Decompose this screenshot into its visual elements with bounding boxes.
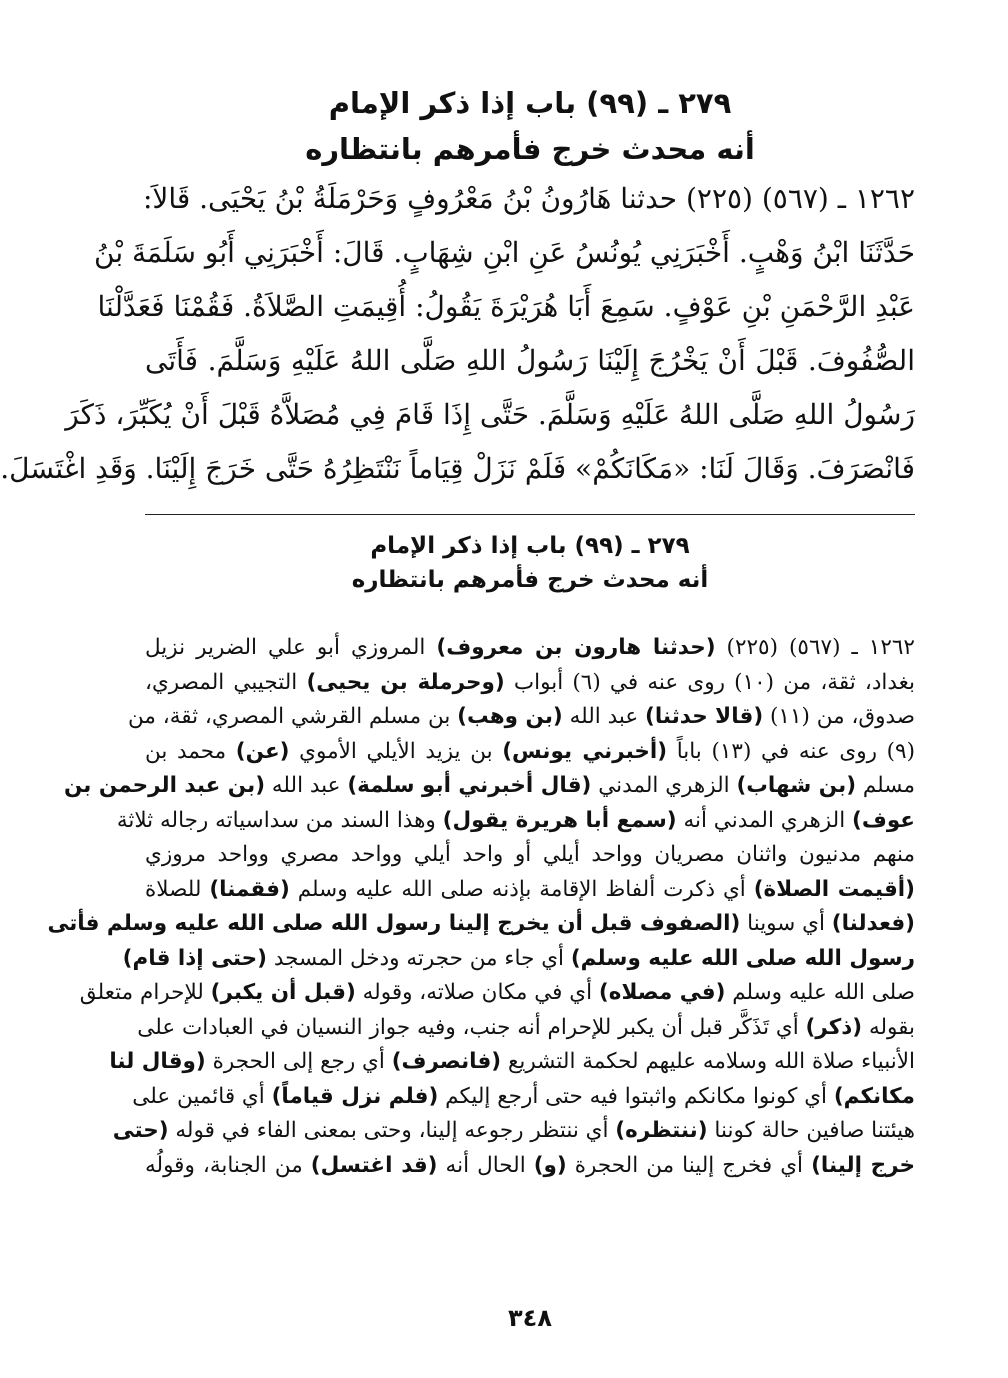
chapter-heading-line1: ٢٧٩ ـ (٩٩) باب إذا ذكر الإمام bbox=[328, 86, 732, 120]
commentary-phrase: أي كونوا مكانكم واثبتوا فيه حتى أرجع إليكم bbox=[438, 1083, 834, 1109]
commentary-phrase: منهم مدنيون واثنان مصريان وواحد أيلي أو واحد أيلي وواحد مصري وواحد مروزي bbox=[145, 842, 915, 867]
hadith-line: الصُّفُوفَ. قَبْلَ أَنْ يَخْرُجَ إِلَيْنَا رَسُولُ اللهِ صَلَّى اللهُ عَلَيْهِ وَسَلَّمَ. فَأَتَى bbox=[145, 344, 915, 377]
commentary-line bbox=[128, 700, 915, 735]
quoted-hadith-phrase: (حتى إذا قام) bbox=[122, 945, 267, 971]
quoted-hadith-phrase: (قال أخبرني أبو سلمة) bbox=[347, 773, 592, 798]
commentary-line bbox=[122, 942, 915, 977]
quoted-hadith-phrase: (وحرملة بن يحيى) bbox=[306, 669, 505, 695]
chapter-heading bbox=[145, 80, 915, 172]
commentary-phrase: محمد بن bbox=[145, 738, 236, 764]
quoted-hadith-phrase: (أقيمت الصلاة) bbox=[753, 876, 915, 902]
quoted-hadith-phrase: (حتى bbox=[112, 1118, 169, 1143]
quoted-hadith-phrase: (فانصرف) bbox=[391, 1049, 502, 1074]
commentary-line bbox=[145, 631, 915, 666]
quoted-hadith-phrase: (ننتظره) bbox=[615, 1118, 708, 1143]
commentary-phrase: أي ذكرت ألفاظ الإقامة بإذنه صلى الله عليه وسلم bbox=[289, 876, 754, 902]
commentary-phrase: صلى الله عليه وسلم bbox=[725, 980, 915, 1005]
hadith-line: ١٢٦٢ ـ (٥٦٧) (٢٢٥) حدثنا هَارُونُ بْنُ مَعْرُوفٍ وَحَرْمَلَةُ بْنُ يَحْيَى. قَالاَ: bbox=[142, 182, 915, 215]
commentary-phrase: صدوق، من (١١) bbox=[763, 704, 915, 729]
commentary-phrase: بن مسلم القرشي المصري، ثقة، من bbox=[128, 704, 458, 729]
quoted-hadith-phrase: (فقمنا) bbox=[209, 876, 290, 902]
commentary-line bbox=[145, 666, 915, 701]
commentary-phrase: بغداد، ثقة، من (١٠) روى عنه في (٦) أبواب bbox=[504, 669, 916, 695]
quoted-hadith-phrase: (قد اغتسل) bbox=[310, 1152, 438, 1178]
commentary-line bbox=[132, 1080, 915, 1115]
commentary-phrase: المروزي أبو علي الضرير نزيل bbox=[145, 635, 437, 660]
page-number: ٣٤٨ bbox=[508, 1304, 552, 1332]
hadith-line: فَانْصَرَفَ. وَقَالَ لَنَا: «مَكَانَكُمْ» فَلَمْ نَزَلْ قِيَاماً نَنْتَظِرُهُ حَتَّى خَرَجَ إِلَيْنَا. وَقَدِ اغْتَسَلَ. bbox=[0, 452, 915, 485]
commentary-phrase: ١٢٦٢ ـ (٥٦٧) (٢٢٥) bbox=[715, 635, 915, 660]
commentary-heading-line1: ٢٧٩ ـ (٩٩) باب إذا ذكر الإمام bbox=[370, 533, 690, 559]
commentary-phrase: أي جاء من حجرته ودخل المسجد bbox=[266, 945, 571, 971]
commentary-phrase: بقوله bbox=[862, 1014, 915, 1040]
commentary-phrase: مسلم bbox=[856, 773, 915, 798]
commentary-phrase: بن يزيد الأيلي الأموي bbox=[289, 738, 503, 764]
commentary-phrase: التجيبي المصري، bbox=[145, 669, 307, 695]
commentary-line bbox=[145, 838, 915, 873]
quoted-hadith-phrase: (فعدلنا) bbox=[831, 911, 915, 936]
commentary-line bbox=[145, 735, 915, 770]
quoted-hadith-phrase: (سمع أبا هريرة يقول) bbox=[442, 807, 677, 833]
quoted-hadith-phrase: (بن وهب) bbox=[457, 704, 563, 729]
book-page bbox=[0, 80, 916, 1350]
commentary-phrase: أي رجع إلى الحجرة bbox=[205, 1049, 392, 1074]
quoted-hadith-phrase: (وقال لنا bbox=[109, 1049, 206, 1074]
commentary-phrase: أي ننتظر رجوعه إلينا، وحتى بمعنى الفاء في قوله bbox=[168, 1118, 616, 1143]
quoted-hadith-phrase: خرج إلينا) bbox=[811, 1152, 916, 1178]
commentary-phrase: أي سوينا bbox=[740, 911, 832, 936]
commentary-phrase: أي تَذَكَّر قبل أن يكبر للإحرام أنه جنب، وفيه جواز النسيان في العبادات على bbox=[137, 1014, 806, 1040]
section-divider bbox=[145, 514, 915, 515]
commentary-line bbox=[109, 1045, 915, 1080]
quoted-hadith-phrase: (قبل أن يكبر) bbox=[210, 980, 356, 1005]
quoted-hadith-phrase: عوف) bbox=[852, 807, 915, 833]
quoted-hadith-phrase: (بن عبد الرحمن بن bbox=[63, 773, 266, 798]
quoted-hadith-phrase: (و) bbox=[533, 1152, 567, 1178]
quoted-hadith-phrase: رسول الله صلى الله عليه وسلم) bbox=[570, 945, 915, 971]
hadith-line: عَبْدِ الرَّحْمَنِ بْنِ عَوْفٍ. سَمِعَ أَبَا هُرَيْرَةَ يَقُولُ: أُقِيمَتِ الصَّلاَةُ. فَقُمْنَا فَعَدَّلْنَا bbox=[97, 290, 915, 323]
chapter-heading-line2: أنه محدث خرج فأمرهم بانتظاره bbox=[305, 132, 755, 166]
commentary-phrase: (٩) روى عنه في (١٣) باباً bbox=[667, 738, 915, 764]
commentary-line bbox=[145, 1149, 915, 1184]
commentary-phrase: هيئتنا صافين حالة كوننا bbox=[707, 1118, 915, 1143]
commentary-phrase: وهذا السند من سداسياته رجاله ثلاثة bbox=[116, 807, 443, 833]
quoted-hadith-phrase: (قالا حدثنا) bbox=[645, 704, 764, 729]
commentary-line bbox=[63, 769, 915, 804]
commentary-phrase: عبد الله bbox=[562, 704, 646, 729]
commentary-phrase: للصلاة bbox=[145, 876, 210, 902]
commentary-heading-line2: أنه محدث خرج فأمرهم بانتظاره bbox=[351, 567, 709, 593]
quoted-hadith-phrase: مكانكم) bbox=[833, 1083, 915, 1109]
quoted-hadith-phrase: (أخبرني يونس) bbox=[502, 738, 668, 764]
commentary-phrase: من الجنابة، وقولُه bbox=[145, 1152, 311, 1178]
quoted-hadith-phrase: (حدثنا هارون بن معروف) bbox=[436, 635, 716, 660]
commentary-line bbox=[112, 1114, 915, 1149]
commentary-phrase: أي فخرج إلينا من الحجرة bbox=[566, 1152, 812, 1178]
commentary-text bbox=[47, 631, 916, 1183]
quoted-hadith-phrase: (بن شهاب) bbox=[736, 773, 857, 798]
commentary-line bbox=[79, 976, 915, 1011]
commentary-phrase: أي قائمين على bbox=[132, 1083, 272, 1109]
commentary-phrase: الحال أنه bbox=[437, 1152, 534, 1178]
commentary-phrase: الزهري المدني أنه bbox=[676, 807, 853, 833]
quoted-hadith-phrase: (عن) bbox=[235, 738, 290, 764]
quoted-hadith-phrase: (في مصلاه) bbox=[598, 980, 726, 1005]
commentary-line bbox=[116, 804, 915, 839]
commentary-phrase: أي في مكان صلاته، وقوله bbox=[355, 980, 599, 1005]
commentary-phrase: الأنبياء صلاة الله وسلامه عليهم لحكمة التشريع bbox=[501, 1049, 915, 1074]
quoted-hadith-phrase: (فلم نزل قياماً) bbox=[271, 1083, 439, 1109]
commentary-heading bbox=[145, 529, 915, 597]
commentary-line bbox=[47, 907, 915, 942]
quoted-hadith-phrase: (الصفوف قبل أن يخرج إلينا رسول الله صلى الله عليه وسلم فأتى bbox=[47, 911, 741, 936]
commentary-line bbox=[137, 1011, 915, 1046]
commentary-phrase: عبد الله bbox=[265, 773, 348, 798]
hadith-line: حَدَّثَنَا ابْنُ وَهْبٍ. أَخْبَرَنِي يُونُسُ عَنِ ابْنِ شِهَابٍ. قَالَ: أَخْبَرَنِي أَبُو سَلَمَةَ بْنُ bbox=[94, 236, 915, 269]
hadith-text bbox=[0, 172, 915, 496]
commentary-phrase: الزهري المدني bbox=[591, 773, 737, 798]
commentary-phrase: للإحرام متعلق bbox=[79, 980, 211, 1005]
commentary-line bbox=[145, 873, 915, 908]
hadith-line: رَسُولُ اللهِ صَلَّى اللهُ عَلَيْهِ وَسَلَّمَ. حَتَّى إِذَا قَامَ فِي مُصَلاَّهُ قَبْلَ أَنْ يُكَبِّرَ، ذَكَرَ bbox=[65, 398, 915, 431]
quoted-hadith-phrase: (ذكر) bbox=[805, 1014, 863, 1040]
